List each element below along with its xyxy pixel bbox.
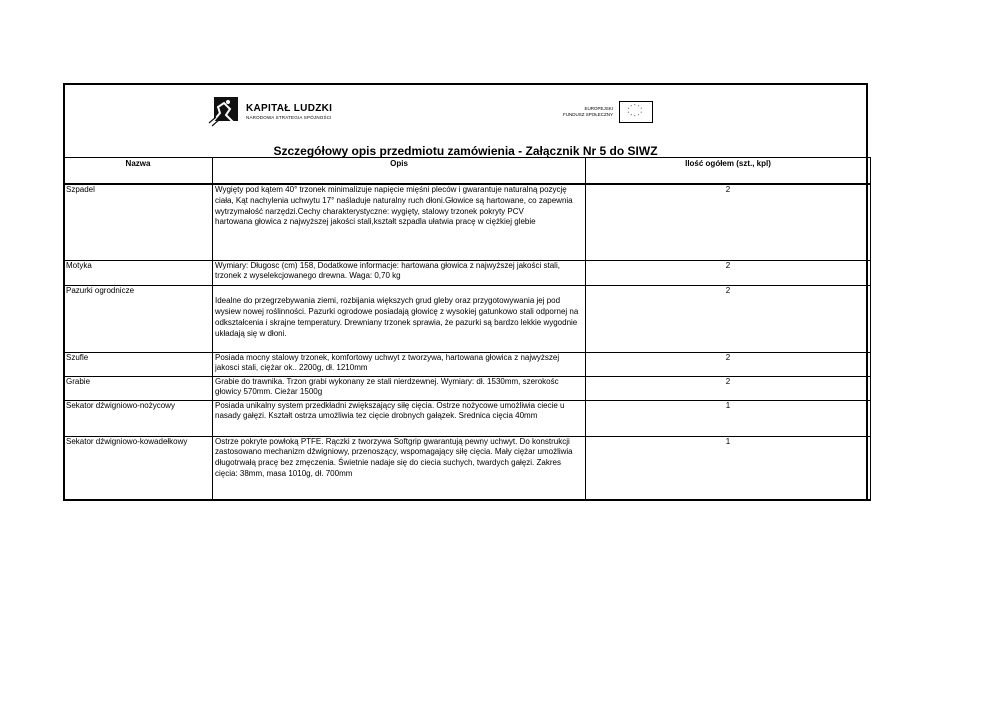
cell-quantity: 2	[586, 184, 871, 260]
svg-text:*: *	[630, 113, 632, 118]
cell-quantity: 1	[586, 400, 871, 436]
cell-description: Grabie do trawnika. Trzon grabi wykonany ze stali nierdzewnej. Wymiary: dł. 1530mm, szerokośc głowicy 570mm. Cieżar 1500g	[213, 376, 586, 400]
document-sheet	[63, 83, 868, 501]
table-header-row	[64, 158, 871, 185]
logo-band	[65, 85, 866, 141]
cell-quantity: 2	[586, 260, 871, 285]
svg-text:*: *	[630, 104, 632, 109]
cell-name: Szpadel	[64, 184, 213, 260]
table-row	[64, 376, 871, 400]
eu-text-line1: EUROPEJSKI	[584, 106, 614, 111]
cell-quantity: 1	[586, 436, 871, 500]
cell-name: Motyka	[64, 260, 213, 285]
cell-description: Idealne do przegrzebywania ziemi, rozbijania większych grud gleby oraz przygotowywania jej pod wysiew nowej roślinności. Pazurki ogrodowe posiadają głowicę z wysokiej gatunkowo stali odpornej na odkształcenia i skrajne temperatury. Drewniany trzonek sprawia, że pazurki są bardzo lekkie wygodnie układają się w dłoni.	[213, 285, 586, 352]
column-header-quantity: Ilość ogółem (szt., kpl)	[586, 158, 871, 185]
svg-text:*: *	[627, 110, 630, 115]
svg-text:*: *	[640, 107, 642, 112]
eu-flag-icon	[619, 101, 653, 123]
cell-description: Posiada unikalny system przedkładni zwiększający siłę cięcia. Ostrze nożycowe umożliwia ciecie u nasady gałęzi. Kształt ostrza umożliwia tez cięcie drobnych gałązek. Srednica cięcia 40mm	[213, 400, 586, 436]
svg-text:*: *	[634, 103, 636, 108]
cell-quantity: 2	[586, 376, 871, 400]
column-header-description: Opis	[213, 158, 586, 185]
cell-quantity: 2	[586, 352, 871, 376]
table-row	[64, 352, 871, 376]
table-row	[64, 260, 871, 285]
cell-name: Sekator dźwigniowo-nożycowy	[64, 400, 213, 436]
cell-quantity: 2	[586, 285, 871, 352]
kapital-ludzki-title: KAPITAŁ LUDZKI	[246, 102, 333, 114]
svg-text:*: *	[627, 107, 630, 112]
document-title: Szczegółowy opis przedmiotu zamówienia - Załącznik Nr 5 do SIWZ	[273, 144, 658, 158]
cell-description: Ostrze pokryte powłoką PTFE. Rączki z tworzywa Softgrip gwarantują pewny uchwyt. Do konstrukcji zastosowano mechanizm dźwigniowy, przenoszący, wspomagający siłę cięcia. Mały ciężar umożliwia długotrwałą pracę bez zmęczenia. Świetnie nadaje się do ciecia suchych, twardych gałęzi. Zakres cięcia: 38mm, masa 1010g, dł. 700mm	[213, 436, 586, 500]
table-row	[64, 285, 871, 352]
table-row	[64, 184, 871, 260]
column-header-name: Nazwa	[64, 158, 213, 185]
cell-name: Szufle	[64, 352, 213, 376]
svg-text:*: *	[640, 110, 642, 115]
svg-text:*: *	[634, 114, 636, 119]
table-row	[64, 436, 871, 500]
eu-text-line2: FUNDUSZ SPOŁECZNY	[563, 112, 614, 117]
kapital-ludzki-logo	[208, 95, 332, 127]
eu-social-fund-logo	[563, 101, 653, 123]
kapital-ludzki-subtitle: NARODOWA STRATEGIA SPÓJNOŚCI	[246, 114, 332, 120]
cell-name: Grabie	[64, 376, 213, 400]
kapital-ludzki-emblem-icon	[208, 95, 240, 127]
cell-name: Pazurki ogrodnicze	[64, 285, 213, 352]
table-row	[64, 400, 871, 436]
cell-description: Wygięty pod kątem 40° trzonek minimalizuje napięcie mięśni pleców i gwarantuje naturalną pozycję ciała, Kąt nachylenia uchwytu 17° naśladuje naturalny ruch dłoni.Głowice są hartowane, co zapewnia wytrzymałość narzędzi.Cechy charakterystyczne: wygięty, stalowy trzonek pokryty PCV hartowana głowica z najwyższej jakości stali,kształt szpadla ułatwia pracę w ciężkiej glebie	[213, 184, 586, 260]
specification-table	[63, 157, 871, 501]
svg-text:*: *	[637, 104, 640, 109]
cell-name: Sekator dźwigniowo-kowadełkowy	[64, 436, 213, 500]
svg-text:*: *	[637, 113, 640, 118]
cell-description: Wymiary: Długosc (cm) 158, Dodatkowe informacje: hartowana głowica z najwyższej jakości stali, trzonek z wyselekcjowanego drewna. Waga: 0,70 kg	[213, 260, 586, 285]
cell-description: Posiada mocny stalowy trzonek, komfortowy uchwyt z tworzywa, hartowana głowica z najwyższej jakosci stali, ciężar ok.. 2200g, dł. 1210mm	[213, 352, 586, 376]
